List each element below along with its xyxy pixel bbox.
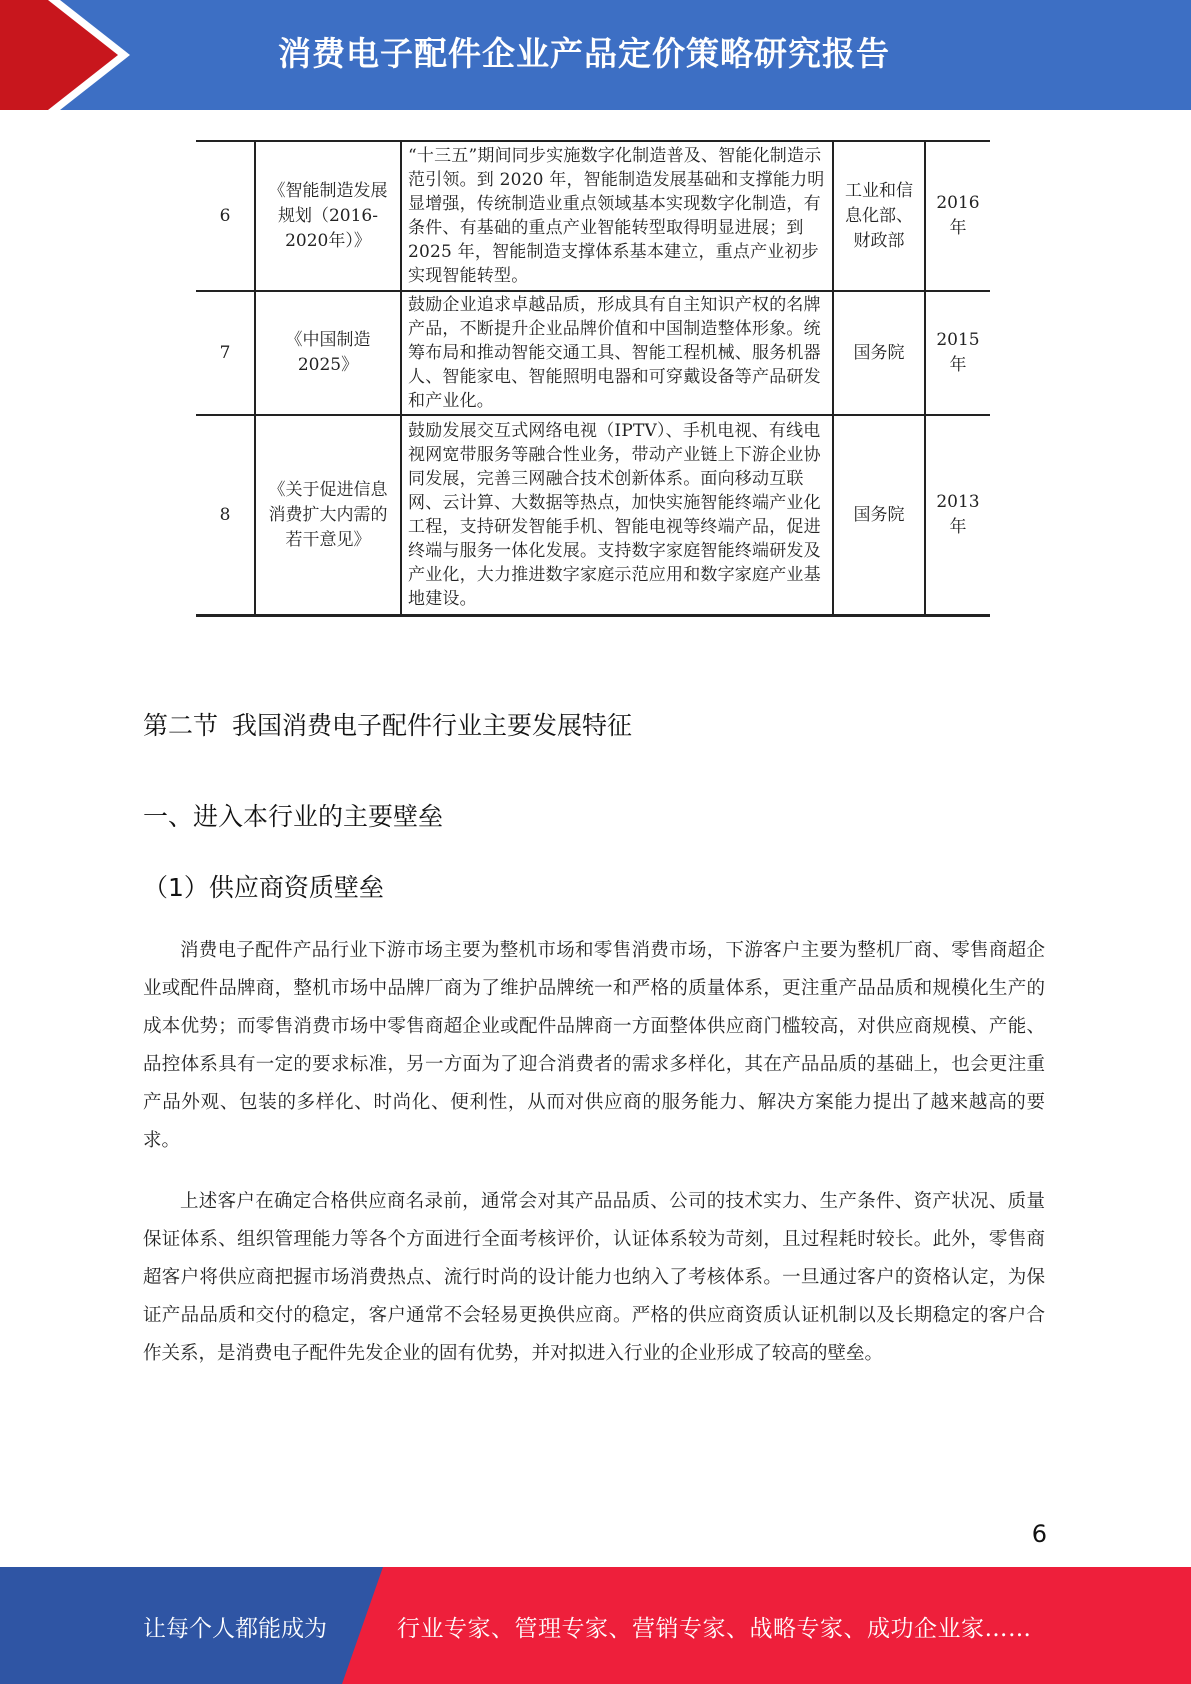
footer-banner — [0, 1567, 1191, 1684]
row-number: 7 — [196, 291, 255, 415]
issuing-department: 国务院 — [833, 415, 925, 616]
issue-year: 2015年 — [925, 291, 990, 415]
page-number: 6 — [1031, 1520, 1047, 1548]
subsection-heading: 一、进入本行业的主要壁垒 — [143, 802, 444, 831]
table-row — [196, 415, 990, 616]
table-row — [196, 291, 990, 415]
policy-content: 鼓励企业追求卓越品质，形成具有自主知识产权的名牌产品，不断提升企业品牌价值和中国制造整体形象。统筹布局和推动智能交通工具、智能工程机械、服务机器人、智能家电、智能照明电器和可穿戴设备等产品研发和产业化。 — [401, 291, 833, 415]
section-heading — [143, 706, 632, 742]
row-number: 6 — [196, 141, 255, 291]
issuing-department: 国务院 — [833, 291, 925, 415]
report-title: 消费电子配件企业产品定价策略研究报告 — [278, 34, 890, 73]
section-title: 我国消费电子配件行业主要发展特征 — [232, 711, 633, 740]
issuing-department: 工业和信息化部、财政部 — [833, 141, 925, 291]
issue-year: 2016年 — [925, 141, 990, 291]
body-paragraph: 消费电子配件产品行业下游市场主要为整机市场和零售消费市场，下游客户主要为整机厂商、零售商超企业或配件品牌商，整机市场中品牌厂商为了维护品牌统一和严格的质量体系，更注重产品品质和规模化生产的成本优势；而零售消费市场中零售商超企业或配件品牌商一方面整体供应商门槛较高，对供应商规模、产能、品控体系具有一定的要求标准，另一方面为了迎合消费者的需求多样化，其在产品品质的基础上，也会更注重产品外观、包装的多样化、时尚化、便利性，从而对供应商的服务能力、解决方案能力提出了越来越高的要求。 — [143, 940, 1045, 1151]
policy-content: “十三五”期间同步实施数字化制造普及、智能化制造示范引领。到 2020 年，智能制造发展基础和支撑能力明显增强，传统制造业重点领域基本实现数字化制造，有条件、有基础的重点产业智能转型取得明显进展；到 2025 年，智能制造支撑体系基本建立，重点产业初步实现智能转型。 — [401, 141, 833, 291]
chevron-arrow-icon — [0, 0, 150, 110]
table-row — [196, 141, 990, 291]
issue-year: 2013年 — [925, 415, 990, 616]
policy-table — [196, 140, 990, 617]
header-banner — [0, 0, 1191, 110]
body-paragraph: 上述客户在确定合格供应商名录前，通常会对其产品品质、公司的技术实力、生产条件、资产状况、质量保证体系、组织管理能力等各个方面进行全面考核评价，认证体系较为苛刻，且过程耗时较长。此外，零售商超客户将供应商把握市场消费热点、流行时尚的设计能力也纳入了考核体系。一旦通过客户的资格认定，为保证产品品质和交付的稳定，客户通常不会轻易更换供应商。严格的供应商资质认证机制以及长期稳定的客户合作关系，是消费电子配件先发企业的固有优势，并对拟进入行业的企业形成了较高的壁垒。 — [143, 1191, 1045, 1364]
footer-slogan-left: 让每个人都能成为 — [143, 1616, 327, 1642]
subsubsection-heading: （1）供应商资质壁垒 — [143, 873, 384, 902]
policy-name: 《中国制造2025》 — [255, 291, 401, 415]
policy-content: 鼓励发展交互式网络电视（IPTV）、手机电视、有线电视网宽带服务等融合性业务，带动产业链上下游企业协同发展，完善三网融合技术创新体系。面向移动互联网、云计算、大数据等热点，加快实施智能终端产业化工程，支持研发智能手机、智能电视等终端产品，促进终端与服务一体化发展。支持数字家庭智能终端研发及产业化，大力推进数字家庭示范应用和数字家庭产业基地建设。 — [401, 415, 833, 616]
policy-name: 《智能制造发展规划（2016-2020年）》 — [255, 141, 401, 291]
row-number: 8 — [196, 415, 255, 616]
footer-slogan-right: 行业专家、管理专家、营销专家、战略专家、成功企业家…… — [397, 1616, 1032, 1642]
section-label: 第二节 — [143, 711, 219, 740]
policy-name: 《关于促进信息消费扩大内需的若干意见》 — [255, 415, 401, 616]
